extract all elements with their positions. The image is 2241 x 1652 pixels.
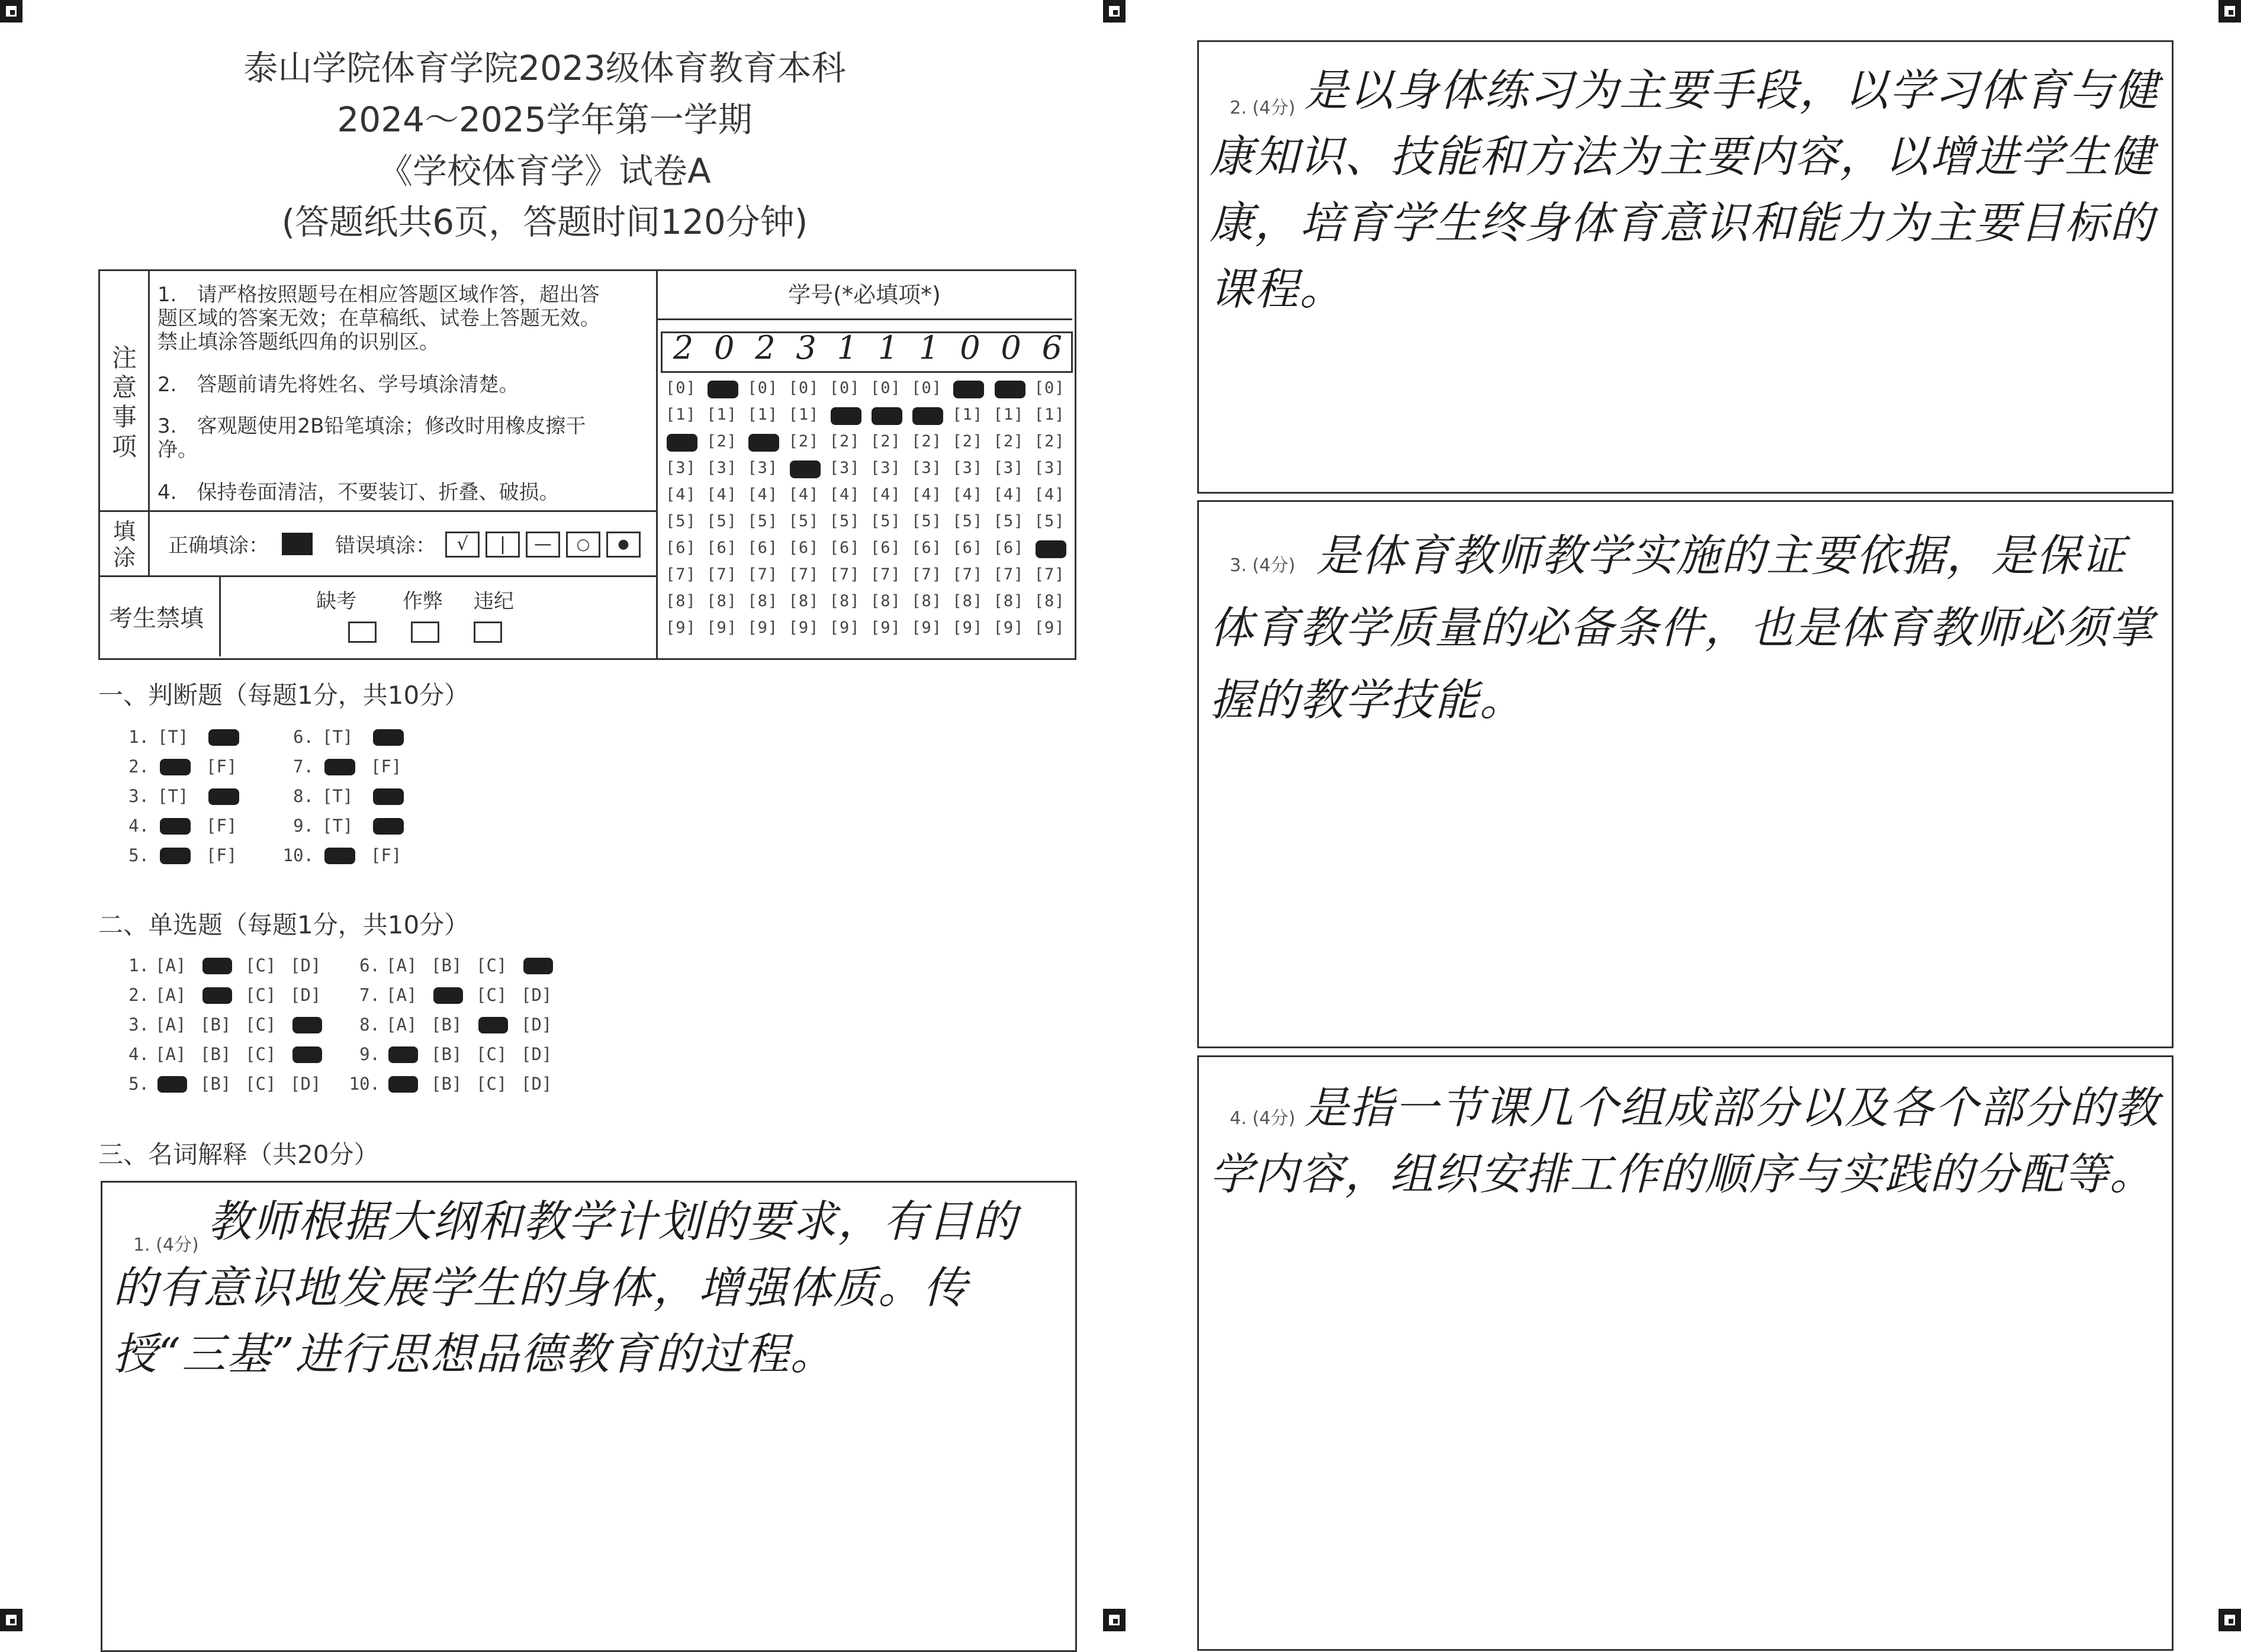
single-option[interactable]: [B]	[431, 1074, 462, 1094]
judge-option-filled[interactable]	[324, 848, 355, 864]
student-id-bubble[interactable]: [5]	[911, 512, 942, 530]
single-option-filled[interactable]	[433, 987, 463, 1004]
student-id-digit: 6	[1041, 329, 1062, 366]
single-option[interactable]: [A]	[386, 985, 417, 1005]
student-id-bubble[interactable]: [7]	[911, 565, 942, 584]
single-question-number: 3.	[128, 1015, 149, 1035]
single-option[interactable]: [D]	[290, 985, 321, 1005]
terms-section-title: 三、名词解释（共20分）	[98, 1140, 379, 1169]
student-id-bubble[interactable]: [2]	[993, 432, 1024, 450]
student-id-bubble[interactable]: [3]	[747, 459, 779, 477]
student-id-bubble[interactable]: [6]	[788, 539, 819, 557]
term-answer-1: 教师根据大纲和教学计划的要求，有目的的有意识地发展学生的身体，增强体质。传授“三基”进行思想品德教育的过程。	[113, 1196, 1018, 1380]
notice-label: 注意事项	[111, 343, 137, 461]
judge-option-filled[interactable]	[208, 729, 239, 746]
single-option[interactable]: [C]	[476, 1044, 507, 1064]
judge-option[interactable]: [F]	[371, 756, 402, 777]
single-option[interactable]: [A]	[386, 1015, 417, 1035]
judge-question-number: 3.	[128, 786, 149, 806]
single-option[interactable]: [C]	[476, 1074, 507, 1094]
wrong-fill-sample-dot: ●	[606, 532, 641, 558]
judge-question-number: 1.	[128, 727, 149, 747]
student-id-bubble[interactable]: [4]	[665, 485, 696, 504]
single-option[interactable]: [D]	[521, 1015, 552, 1035]
judge-question-number: 2.	[128, 756, 149, 777]
correct-fill-label: 正确填涂：	[168, 534, 269, 558]
exam-title-term: 2024～2025学年第一学期	[337, 99, 753, 140]
notice-item-4: 4. 保持卷面清洁，不要装订、折叠、破损。	[157, 481, 560, 504]
student-id-bubble-filled[interactable]	[790, 461, 821, 478]
student-id-bubble[interactable]: [7]	[829, 565, 860, 584]
student-id-bubble[interactable]: [5]	[665, 512, 696, 530]
ban-item-cheat: 作弊	[403, 590, 443, 613]
single-option[interactable]: [B]	[200, 1015, 232, 1035]
student-id-bubble[interactable]: [3]	[706, 459, 737, 477]
student-id-bubble[interactable]: [7]	[993, 565, 1024, 584]
single-option[interactable]: [C]	[245, 1044, 276, 1064]
student-id-bubble[interactable]: [1]	[952, 405, 983, 424]
student-id-bubble[interactable]: [5]	[829, 512, 860, 530]
student-id-bubble[interactable]: [1]	[665, 405, 696, 424]
wrong-fill-sample-circle: ○	[566, 532, 600, 558]
single-question-number: 6.	[359, 955, 380, 975]
ban-checkbox-violation[interactable]	[474, 621, 502, 643]
student-id-bubble[interactable]: [6]	[952, 539, 983, 557]
single-option[interactable]: [D]	[290, 1074, 321, 1094]
judge-option[interactable]: [T]	[322, 786, 353, 806]
student-id-bubble[interactable]: [1]	[788, 405, 819, 424]
student-id-bubble[interactable]: [4]	[829, 485, 860, 504]
student-id-bubble[interactable]: [3]	[1034, 459, 1065, 477]
ban-checkbox-cheat[interactable]	[411, 621, 439, 643]
judge-question-number: 9.	[293, 816, 314, 836]
student-id-bubble-filled[interactable]	[1036, 540, 1066, 558]
single-question-number: 2.	[128, 985, 149, 1005]
student-id-bubble[interactable]: [3]	[829, 459, 860, 477]
student-id-bubble[interactable]: [4]	[870, 485, 901, 504]
student-id-digit: 0	[960, 329, 980, 366]
student-id-bubble-filled[interactable]	[831, 407, 861, 425]
student-id-bubble[interactable]: [2]	[706, 432, 737, 450]
single-option[interactable]: [C]	[245, 1074, 276, 1094]
judge-option-filled[interactable]	[324, 759, 355, 775]
judge-question-number: 8.	[293, 786, 314, 806]
registration-mark-top-center	[1103, 0, 1126, 22]
student-id-bubble[interactable]: [7]	[870, 565, 901, 584]
judge-option[interactable]: [T]	[157, 727, 189, 747]
exam-title-school: 泰山学院体育学院2023级体育教育本科	[243, 48, 846, 88]
student-id-bubble[interactable]: [1]	[1034, 405, 1065, 424]
term-answer-3: 是体育教师教学实施的主要依据，是保证体育教学质量的必备条件，也是体育教师必须掌握的教学技能。	[1210, 530, 2155, 726]
single-option[interactable]: [C]	[476, 955, 507, 975]
term-answer-box-2[interactable]	[1197, 40, 2174, 494]
student-id-bubble[interactable]: [0]	[665, 379, 696, 397]
ban-label: 考生禁填	[109, 605, 204, 632]
wrong-fill-sample-bar: |	[486, 532, 520, 558]
judge-option[interactable]: [T]	[322, 816, 353, 836]
student-id-bubble[interactable]: [9]	[1034, 619, 1065, 637]
correct-fill-sample	[282, 533, 313, 555]
notice-item-1: 1. 请严格按照题号在相应答题区域作答，超出答题区域的答案无效；在草稿纸、试卷上答题无效。禁止填涂答题纸四角的识别区。	[157, 283, 600, 354]
student-id-bubble[interactable]: [4]	[952, 485, 983, 504]
single-option[interactable]: [B]	[200, 1044, 232, 1064]
fill-label: 填涂	[112, 519, 136, 571]
student-id-bubble-filled[interactable]	[912, 407, 943, 425]
student-id-digit: 1	[837, 329, 857, 366]
exam-title-note: (答题纸共6页，答题时间120分钟)	[281, 202, 808, 242]
student-id-digit: 0	[714, 329, 735, 366]
single-question-number: 8.	[359, 1015, 380, 1035]
student-id-bubble[interactable]: [4]	[788, 485, 819, 504]
single-option-filled[interactable]	[157, 1076, 187, 1093]
notice-item-2: 2. 答题前请先将姓名、学号填涂清楚。	[157, 373, 519, 397]
registration-mark-top-right	[2219, 0, 2241, 22]
student-id-bubble[interactable]: [2]	[1034, 432, 1065, 450]
judge-option[interactable]: [F]	[371, 845, 402, 865]
single-option[interactable]: [B]	[200, 1074, 232, 1094]
term-question-number-2: 2. (4分)	[1230, 98, 1295, 118]
judge-option[interactable]: [T]	[157, 786, 189, 806]
judge-question-number: 4.	[128, 816, 149, 836]
judge-option[interactable]: [F]	[206, 845, 237, 865]
student-id-bubble[interactable]: [0]	[829, 379, 860, 397]
single-question-number: 4.	[128, 1044, 149, 1064]
registration-mark-bottom-center	[1103, 1609, 1126, 1631]
student-id-bubble[interactable]: [3]	[952, 459, 983, 477]
student-id-bubble[interactable]: [2]	[829, 432, 860, 450]
student-id-bubble[interactable]: [2]	[788, 432, 819, 450]
judge-question-number: 7.	[293, 756, 314, 777]
student-id-bubble[interactable]: [6]	[911, 539, 942, 557]
student-id-bubble[interactable]: [4]	[747, 485, 779, 504]
student-id-bubble[interactable]: [3]	[993, 459, 1024, 477]
registration-mark-bottom-left	[0, 1609, 22, 1631]
student-id-bubble-filled[interactable]	[708, 381, 738, 398]
student-id-bubble[interactable]: [7]	[706, 565, 737, 584]
registration-mark-top-left	[0, 0, 22, 22]
student-id-bubble[interactable]: [1]	[747, 405, 779, 424]
single-option[interactable]: [A]	[155, 955, 187, 975]
student-id-bubble[interactable]: [4]	[911, 485, 942, 504]
ban-item-absent: 缺考	[316, 590, 356, 613]
wrong-fill-label: 错误填涂：	[335, 534, 436, 558]
single-option[interactable]: [C]	[476, 985, 507, 1005]
student-id-bubble[interactable]: [8]	[747, 592, 779, 610]
student-id-bubble-filled[interactable]	[667, 434, 697, 452]
judge-question-number: 6.	[293, 727, 314, 747]
student-id-bubble-filled[interactable]	[995, 381, 1025, 398]
student-id-label: 学号(*必填项*)	[788, 282, 941, 308]
student-id-bubble[interactable]: [9]	[788, 619, 819, 637]
judge-option-filled[interactable]	[160, 818, 191, 835]
exam-title-course: 《学校体育学》试卷A	[378, 151, 711, 191]
student-id-bubble[interactable]: [4]	[993, 485, 1024, 504]
student-id-digit: 1	[919, 329, 940, 366]
student-id-bubble[interactable]: [9]	[747, 619, 779, 637]
term-question-number-3: 3. (4分)	[1230, 555, 1295, 576]
student-id-bubble[interactable]: [9]	[870, 619, 901, 637]
student-id-bubble[interactable]: [5]	[747, 512, 779, 530]
student-id-bubble[interactable]: [8]	[1034, 592, 1065, 610]
judge-option[interactable]: [T]	[322, 727, 353, 747]
term-question-number-1: 1. (4分)	[133, 1235, 199, 1255]
student-id-bubble[interactable]: [2]	[952, 432, 983, 450]
student-id-bubble[interactable]: [7]	[788, 565, 819, 584]
student-id-bubble[interactable]: [6]	[993, 539, 1024, 557]
student-id-bubble[interactable]: [8]	[665, 592, 696, 610]
student-id-bubble[interactable]: [5]	[788, 512, 819, 530]
term-question-number-4: 4. (4分)	[1230, 1108, 1295, 1129]
student-id-bubble[interactable]: [0]	[870, 379, 901, 397]
student-id-bubble[interactable]: [8]	[829, 592, 860, 610]
ban-item-violation: 违纪	[474, 590, 514, 613]
judge-question-number: 5.	[128, 845, 149, 865]
single-option-filled[interactable]	[202, 987, 232, 1004]
student-id-bubble[interactable]: [0]	[747, 379, 779, 397]
student-id-bubble[interactable]: [4]	[706, 485, 737, 504]
student-id-bubble[interactable]: [6]	[665, 539, 696, 557]
judge-option-filled[interactable]	[208, 788, 239, 805]
judge-option-filled[interactable]	[373, 818, 404, 835]
student-id-digit: 2	[755, 329, 776, 366]
single-option[interactable]: [A]	[155, 1044, 187, 1064]
registration-mark-bottom-right	[2219, 1609, 2241, 1631]
student-id-bubble[interactable]: [5]	[952, 512, 983, 530]
student-id-digit: 0	[1001, 329, 1021, 366]
student-id-bubble[interactable]: [9]	[665, 619, 696, 637]
student-id-bubble[interactable]: [5]	[993, 512, 1024, 530]
student-id-bubble[interactable]: [7]	[747, 565, 779, 584]
student-id-bubble[interactable]: [2]	[911, 432, 942, 450]
student-id-bubble-filled[interactable]	[872, 407, 902, 425]
term-answer-2: 是以身体练习为主要手段，以学习体育与健康知识、技能和方法为主要内容，以增进学生健康，培育学生终身体育意识和能力为主要目标的课程。	[1210, 65, 2159, 315]
single-option[interactable]: [C]	[245, 985, 276, 1005]
judge-option-filled[interactable]	[160, 759, 191, 775]
single-question-number: 9.	[359, 1044, 380, 1064]
student-id-bubble[interactable]: [8]	[706, 592, 737, 610]
ban-checkbox-absent[interactable]	[348, 621, 377, 643]
single-option[interactable]: [A]	[155, 985, 187, 1005]
single-option[interactable]: [D]	[521, 1074, 552, 1094]
student-id-bubble[interactable]: [0]	[911, 379, 942, 397]
single-question-number: 7.	[359, 985, 380, 1005]
judge-question-number: 10.	[282, 845, 314, 865]
student-id-bubble[interactable]: [6]	[829, 539, 860, 557]
student-id-bubble[interactable]: [4]	[1034, 485, 1065, 504]
single-option[interactable]: [D]	[521, 1044, 552, 1064]
student-id-bubble[interactable]: [3]	[665, 459, 696, 477]
student-id-bubble[interactable]: [9]	[911, 619, 942, 637]
wrong-fill-sample-dash: —	[526, 532, 560, 558]
single-question-number: 1.	[128, 955, 149, 975]
student-id-bubble[interactable]: [3]	[870, 459, 901, 477]
student-id-bubble-filled[interactable]	[953, 381, 984, 398]
student-id-bubble[interactable]: [8]	[952, 592, 983, 610]
term-answer-box-4[interactable]	[1197, 1055, 2174, 1651]
student-id-digit: 1	[877, 329, 899, 366]
judge-option-filled[interactable]	[160, 848, 191, 864]
judge-option[interactable]: [F]	[206, 816, 237, 836]
judge-section-title: 一、判断题（每题1分，共10分）	[98, 681, 470, 710]
judge-option[interactable]: [F]	[206, 756, 237, 777]
student-id-bubble[interactable]: [2]	[870, 432, 901, 450]
student-id-bubble[interactable]: [7]	[1034, 565, 1065, 584]
student-id-bubble[interactable]: [6]	[870, 539, 901, 557]
student-id-bubble[interactable]: [6]	[747, 539, 779, 557]
student-id-bubble[interactable]: [8]	[870, 592, 901, 610]
student-id-bubble[interactable]: [7]	[665, 565, 696, 584]
notice-item-3: 3. 客观题使用2B铅笔填涂；修改时用橡皮擦干净。	[157, 414, 586, 462]
student-id-bubble[interactable]: [3]	[911, 459, 942, 477]
single-option-filled[interactable]	[292, 1017, 322, 1033]
student-id-bubble[interactable]: [6]	[706, 539, 737, 557]
student-id-bubble[interactable]: [9]	[993, 619, 1024, 637]
term-answer-box-1[interactable]	[101, 1181, 1077, 1652]
single-option-filled[interactable]	[523, 958, 553, 974]
single-option-filled[interactable]	[388, 1076, 418, 1093]
term-answer-4: 是指一节课几个组成部分以及各个部分的教学内容，组织安排工作的顺序与实践的分配等。	[1210, 1083, 2159, 1200]
student-id-bubble[interactable]: [1]	[993, 405, 1024, 424]
judge-option-filled[interactable]	[373, 729, 404, 746]
single-option[interactable]: [D]	[290, 955, 321, 975]
single-option[interactable]: [A]	[155, 1015, 187, 1035]
student-id-bubble[interactable]: [7]	[952, 565, 983, 584]
student-id-bubble[interactable]: [9]	[706, 619, 737, 637]
wrong-fill-sample-check: √	[445, 532, 480, 558]
student-id-digit: 2	[673, 329, 694, 366]
single-option-filled[interactable]	[478, 1017, 508, 1033]
term-answer-box-3[interactable]	[1197, 500, 2174, 1048]
student-id-bubble[interactable]: [8]	[788, 592, 819, 610]
student-id-bubble[interactable]: [8]	[993, 592, 1024, 610]
student-id-bubble[interactable]: [0]	[1034, 379, 1065, 397]
student-id-bubble[interactable]: [8]	[911, 592, 942, 610]
student-id-bubble[interactable]: [0]	[788, 379, 819, 397]
single-option[interactable]: [D]	[521, 985, 552, 1005]
single-option-filled[interactable]	[292, 1046, 322, 1063]
student-id-bubble[interactable]: [5]	[870, 512, 901, 530]
student-id-bubble[interactable]: [5]	[706, 512, 737, 530]
student-id-bubble[interactable]: [9]	[829, 619, 860, 637]
student-id-bubble-filled[interactable]	[748, 434, 779, 452]
single-option[interactable]: [C]	[245, 1015, 276, 1035]
single-question-number: 5.	[128, 1074, 149, 1094]
single-question-number: 10.	[349, 1074, 380, 1094]
single-option[interactable]: [B]	[431, 1044, 462, 1064]
single-option[interactable]: [B]	[431, 1015, 462, 1035]
student-id-bubble[interactable]: [5]	[1034, 512, 1065, 530]
student-id-digit: 3	[796, 329, 816, 366]
student-id-bubble[interactable]: [9]	[952, 619, 983, 637]
single-option[interactable]: [B]	[431, 955, 462, 975]
single-option-filled[interactable]	[202, 958, 232, 974]
single-section-title: 二、单选题（每题1分，共10分）	[98, 910, 470, 939]
single-option[interactable]: [C]	[245, 955, 276, 975]
single-option[interactable]: [A]	[386, 955, 417, 975]
judge-option-filled[interactable]	[373, 788, 404, 805]
student-id-bubble[interactable]: [1]	[706, 405, 737, 424]
single-option-filled[interactable]	[388, 1046, 418, 1063]
